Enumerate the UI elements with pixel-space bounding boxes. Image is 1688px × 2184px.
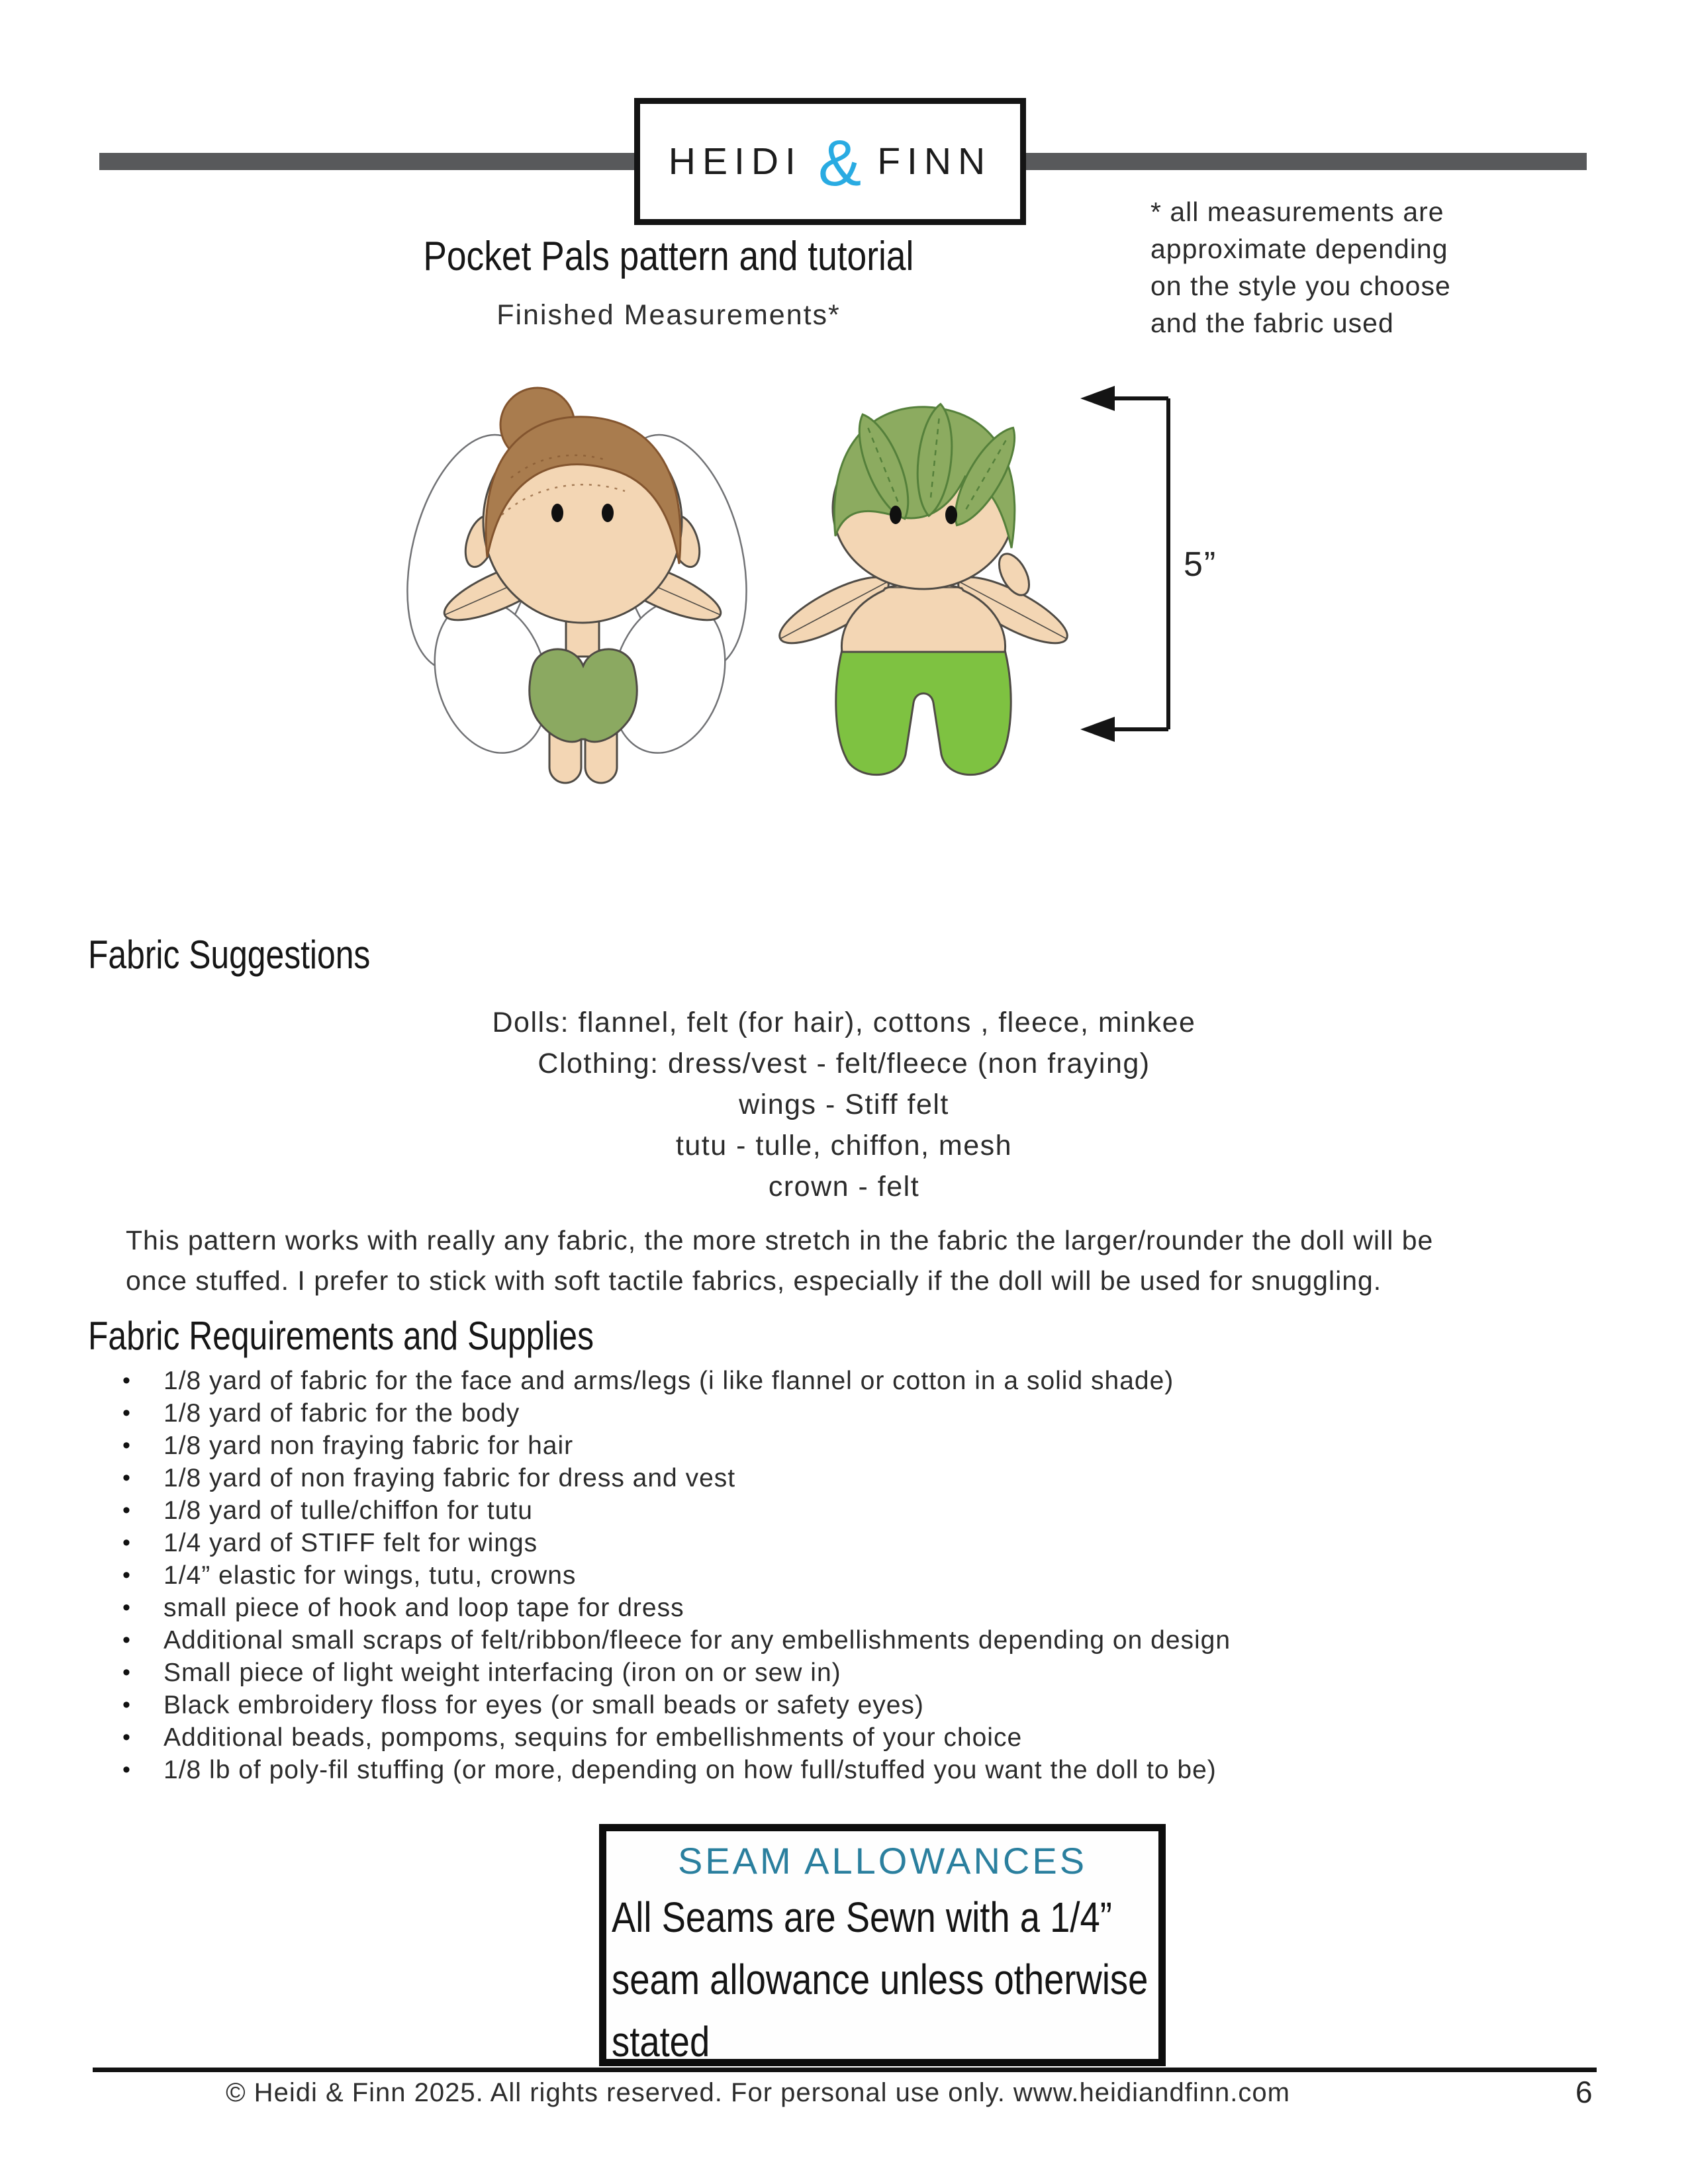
seam-body-line: seam allowance unless otherwise: [612, 1956, 1149, 2003]
suggestion-line: Clothing: dress/vest - felt/fleece (non fraying): [538, 1048, 1150, 1079]
list-item: • Additional beads, pompoms, sequins for embellishments of your choice: [116, 1721, 1572, 1754]
page-subtitle: Finished Measurements*: [496, 299, 841, 331]
seam-allowances-title: SEAM ALLOWANCES: [677, 1840, 1088, 1882]
suggestion-line: tutu - tulle, chiffon, mesh: [675, 1130, 1013, 1161]
list-item: • 1/4” elastic for wings, tutu, crowns: [116, 1559, 1572, 1592]
measurement-note-line: * all measurements are: [1150, 197, 1444, 227]
requirements-heading: Fabric Requirements and Supplies: [88, 1314, 594, 1358]
intro-line: This pattern works with really any fabric, the more stretch in the fabric the larger/rounder the doll will be: [126, 1225, 1434, 1255]
fairy-doll-illustration: [385, 388, 769, 783]
seam-allowances-body: [612, 1886, 1158, 2073]
fairy-eye-right: [602, 504, 614, 522]
list-item: • Additional small scraps of felt/ribbon/fleece for any embellishments depending on design: [116, 1624, 1572, 1657]
list-item: • 1/8 yard of non fraying fabric for dress and vest: [116, 1462, 1572, 1494]
footer-copyright: © Heidi & Finn 2025. All rights reserved. For personal use only. www.heidiandfinn.com: [226, 2078, 1290, 2107]
list-item: • Black embroidery floss for eyes (or small beads or safety eyes): [116, 1689, 1572, 1721]
logo-ampersand-icon: &: [818, 126, 862, 199]
list-item: • 1/8 yard of fabric for the body: [116, 1397, 1572, 1430]
seam-allowances-box: [599, 1824, 1166, 2066]
measurement-note-line: approximate depending: [1150, 234, 1448, 264]
logo-word-left: HEIDI: [668, 140, 802, 183]
elf-pants: [836, 650, 1011, 775]
elf-eye-left: [890, 506, 902, 524]
page-title: Pocket Pals pattern and tutorial: [423, 234, 914, 279]
elf-eye-right: [945, 506, 957, 524]
seam-body-line: All Seams are Sewn with a 1/4”: [612, 1893, 1112, 1941]
fabric-suggestions-list: [0, 1002, 1688, 1207]
list-item: • 1/8 lb of poly-fil stuffing (or more, depending on how full/stuffed you want the doll to be): [116, 1754, 1572, 1786]
measurement-note-line: on the style you choose: [1150, 271, 1451, 301]
list-item: • 1/8 yard non fraying fabric for hair: [116, 1430, 1572, 1462]
list-item: • 1/8 yard of tulle/chiffon for tutu: [116, 1494, 1572, 1527]
list-item: • 1/8 yard of fabric for the face and arms/legs (i like flannel or cotton in a solid shade): [116, 1365, 1572, 1397]
arrow-left-icon: [1080, 386, 1115, 411]
fabric-suggestions-heading: Fabric Suggestions: [88, 933, 371, 977]
brand-logo: [634, 98, 1026, 225]
list-item: • 1/4 yard of STIFF felt for wings: [116, 1527, 1572, 1559]
suggestion-line: crown - felt: [768, 1171, 920, 1203]
list-item: • small piece of hook and loop tape for dress: [116, 1592, 1572, 1624]
footer-divider: [93, 2068, 1597, 2072]
logo-word-right: FINN: [877, 140, 992, 183]
list-item: • Small piece of light weight interfacing (iron on or sew in): [116, 1657, 1572, 1689]
seam-body-line: stated: [612, 2018, 710, 2066]
fairy-dress: [530, 649, 637, 742]
fairy-eye-left: [551, 504, 563, 522]
intro-paragraph: [126, 1220, 1575, 1301]
measurement-note-line: and the fabric used: [1150, 308, 1394, 338]
arrow-left-icon: [1080, 717, 1115, 742]
measurement-note: [1150, 193, 1534, 341]
elf-doll-illustration: [772, 402, 1076, 775]
doll-diagram: [371, 377, 1218, 794]
suggestion-line: Dolls: flannel, felt (for hair), cottons , fleece, minkee: [492, 1007, 1196, 1038]
height-label: 5”: [1184, 545, 1217, 584]
height-bracket: [1080, 386, 1217, 742]
page-number: 6: [1575, 2075, 1593, 2109]
requirements-list: [116, 1365, 1572, 1786]
intro-line: once stuffed. I prefer to stick with soft tactile fabrics, especially if the doll will be used for snuggling.: [126, 1265, 1382, 1296]
suggestion-line: wings - Stiff felt: [739, 1089, 949, 1120]
